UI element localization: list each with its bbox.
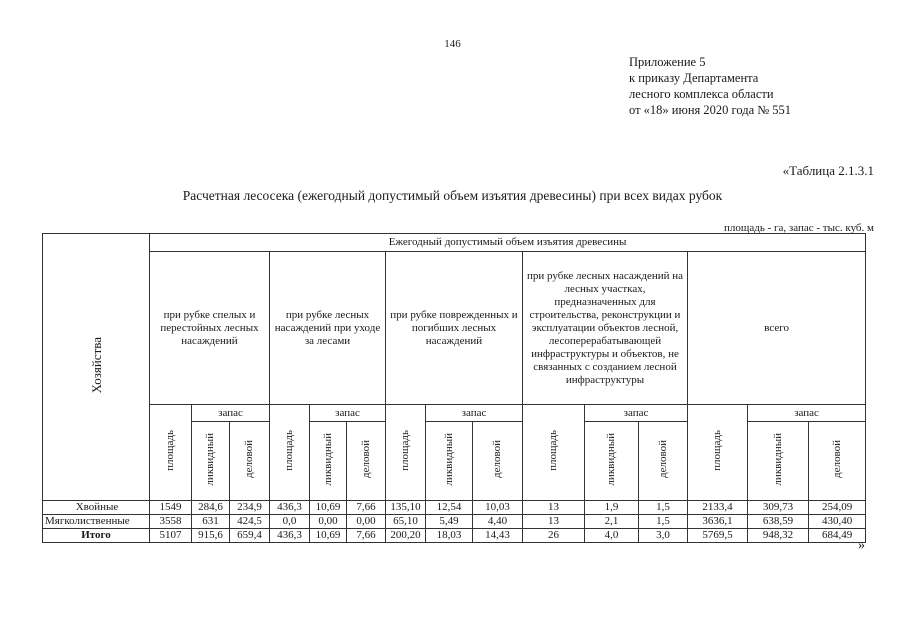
stock-header: запас: [585, 405, 688, 422]
appendix-line: лесного комплекса области: [629, 87, 774, 101]
group-header: всего: [688, 252, 866, 405]
data-cell: 10,69: [310, 501, 347, 515]
document-title: Расчетная лесосека (ежегодный допустимый объем изъятия древесины) при всех видах рубок: [182, 188, 723, 203]
data-cell: 10,69: [310, 529, 347, 543]
data-cell: 2,1: [585, 515, 639, 529]
stock-header: запас: [748, 405, 866, 422]
data-cell: 7,66: [347, 529, 386, 543]
area-header: [523, 405, 585, 501]
data-cell: 1,9: [585, 501, 639, 515]
business-label: деловой: [491, 440, 503, 478]
page-number: 146: [444, 38, 461, 50]
data-cell: 436,3: [270, 529, 310, 543]
data-cell: 2133,4: [688, 501, 748, 515]
data-cell: 3,0: [639, 529, 688, 543]
table-row: [43, 501, 866, 515]
data-cell: 0,0: [270, 515, 310, 529]
data-cell: 7,66: [347, 501, 386, 515]
area-label: площадь: [399, 430, 411, 471]
data-cell: 284,6: [192, 501, 230, 515]
data-cell: 3558: [150, 515, 192, 529]
liquid-header: [748, 422, 809, 501]
data-cell: 3636,1: [688, 515, 748, 529]
data-cell: 65,10: [386, 515, 426, 529]
appendix-line: Приложение 5: [629, 55, 706, 69]
data-cell: 424,5: [230, 515, 270, 529]
row-header-label: Хозяйства: [88, 336, 104, 394]
liquid-header: [310, 422, 347, 501]
liquid-label: ликвидный: [442, 432, 455, 486]
data-cell: 135,10: [386, 501, 426, 515]
liquid-header: [426, 422, 473, 501]
area-header: [270, 405, 310, 501]
data-cell: 13: [523, 515, 585, 529]
table-row: [43, 529, 866, 543]
appendix-block: [629, 54, 791, 118]
data-cell: 5769,5: [688, 529, 748, 543]
data-cell: 684,49: [809, 529, 866, 543]
group-header: при рубке лесных насаждений при уходе за лесами: [270, 252, 386, 405]
data-cell: 5107: [150, 529, 192, 543]
area-header: [386, 405, 426, 501]
area-label: площадь: [164, 430, 176, 471]
data-cell: 1549: [150, 501, 192, 515]
liquid-label: ликвидный: [605, 432, 617, 486]
data-cell: 0,00: [347, 515, 386, 529]
data-cell: 10,03: [473, 501, 523, 515]
data-cell: 915,6: [192, 529, 230, 543]
data-cell: 12,54: [426, 501, 473, 515]
row-name: Хвойные: [43, 501, 150, 515]
data-cell: 4,40: [473, 515, 523, 529]
data-cell: 948,32: [748, 529, 809, 543]
appendix-line: от «18» июня 2020 года № 551: [629, 103, 792, 117]
group-header: при рубке поврежденных и погибших лесных насаждений: [386, 252, 523, 405]
business-header: [639, 422, 688, 501]
row-name: Итого: [43, 529, 150, 543]
business-header: [230, 422, 270, 501]
liquid-label: ликвидный: [204, 432, 216, 486]
appendix-line: к приказу Департамента: [629, 71, 759, 85]
top-header: Ежегодный допустимый объем изъятия древесины: [150, 234, 866, 252]
data-cell: 0,00: [310, 515, 347, 529]
data-cell: 430,40: [809, 515, 866, 529]
business-label: деловой: [656, 440, 669, 478]
data-cell: 200,20: [386, 529, 426, 543]
row-name: Мягколиственные: [43, 515, 150, 529]
group-header: при рубке спелых и перестойных лесных насаждений: [150, 252, 270, 405]
data-cell: 4,0: [585, 529, 639, 543]
data-cell: 26: [523, 529, 585, 543]
table-row: [43, 515, 866, 529]
area-label: площадь: [283, 430, 295, 471]
units-note: площадь - га, запас - тыс. куб. м: [724, 222, 874, 234]
business-header: [809, 422, 866, 501]
data-cell: 1,5: [639, 515, 688, 529]
stock-header: запас: [310, 405, 386, 422]
area-label: площадь: [547, 430, 559, 471]
business-label: деловой: [243, 440, 255, 478]
data-cell: 254,09: [809, 501, 866, 515]
stock-header: запас: [192, 405, 270, 422]
business-header: [347, 422, 386, 501]
data-cell: 659,4: [230, 529, 270, 543]
business-label: деловой: [359, 440, 372, 478]
data-cell: 631: [192, 515, 230, 529]
liquid-header: [585, 422, 639, 501]
closing-quote: »: [858, 538, 865, 553]
liquid-label: ликвидный: [771, 432, 784, 486]
data-cell: 436,3: [270, 501, 310, 515]
liquid-label: ликвидный: [321, 432, 334, 486]
row-header-cell: [43, 234, 150, 501]
business-header: [473, 422, 523, 501]
area-label: площадь: [711, 430, 723, 471]
data-cell: 13: [523, 501, 585, 515]
area-header: [688, 405, 748, 501]
business-label: деловой: [830, 440, 843, 478]
data-cell: 234,9: [230, 501, 270, 515]
area-header: [150, 405, 192, 501]
cutting-volume-table: [42, 233, 866, 543]
data-cell: 1,5: [639, 501, 688, 515]
liquid-header: [192, 422, 230, 501]
group-header: при рубке лесных насаждений на лесных участках, предназначенных для строительства, реконструкции и эксплуатации объектов лесной, лесоперерабатывающей инфраструктуры и объектов, не связанных с созданием лесной инфраструктуры: [523, 252, 688, 405]
data-cell: 309,73: [748, 501, 809, 515]
data-cell: 14,43: [473, 529, 523, 543]
table-label: «Таблица 2.1.3.1: [782, 163, 874, 178]
data-cell: 18,03: [426, 529, 473, 543]
stock-header: запас: [426, 405, 523, 422]
data-cell: 5,49: [426, 515, 473, 529]
data-cell: 638,59: [748, 515, 809, 529]
